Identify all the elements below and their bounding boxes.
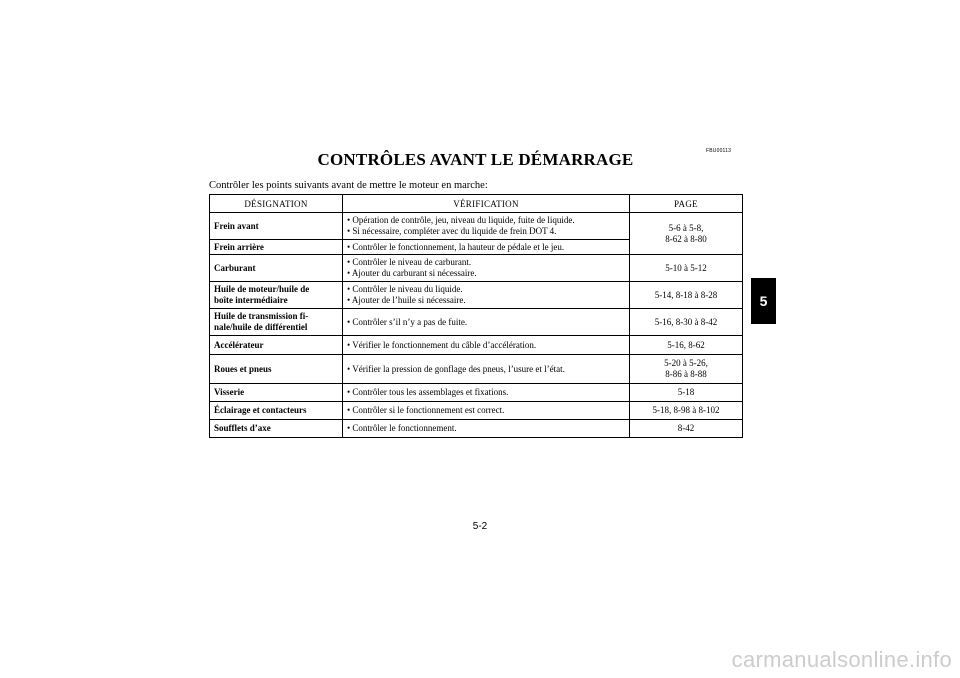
watermark-text: carmanualsonline.info bbox=[731, 647, 952, 672]
table-row bbox=[210, 213, 743, 240]
row-verification: • Contrôler le fonctionnement. bbox=[343, 420, 630, 438]
row-verification: • Opération de contrôle, jeu, niveau du liquide, fuite de liquide. • Si nécessaire, compléter avec du liquide de frein DOT 4. bbox=[343, 213, 630, 240]
table-row bbox=[210, 420, 743, 438]
inspection-table bbox=[209, 194, 743, 438]
header-verification: VÉRIFICATION bbox=[343, 195, 630, 213]
row-verification: • Contrôler s’il n’y a pas de fuite. bbox=[343, 309, 630, 336]
row-designation: Roues et pneus bbox=[210, 355, 343, 384]
row-page: 5-18, 8-98 à 8-102 bbox=[630, 402, 743, 420]
row-verification: • Contrôler le niveau du liquide. • Ajouter de l’huile si nécessaire. bbox=[343, 282, 630, 309]
row-designation: Huile de moteur/huile de boîte intermédiaire bbox=[210, 282, 343, 309]
table-row bbox=[210, 355, 743, 384]
table-row bbox=[210, 384, 743, 402]
document-code: FBU00113 bbox=[706, 148, 732, 154]
table-row bbox=[210, 309, 743, 336]
row-verification: • Contrôler si le fonctionnement est correct. bbox=[343, 402, 630, 420]
row-page: 5-16, 8-30 à 8-42 bbox=[630, 309, 743, 336]
row-designation: Frein avant bbox=[210, 213, 343, 240]
row-page: 5-14, 8-18 à 8-28 bbox=[630, 282, 743, 309]
header-designation: DÉSIGNATION bbox=[210, 195, 343, 213]
intro-text: Contrôler les points suivants avant de mettre le moteur en marche: bbox=[209, 180, 488, 191]
table-row bbox=[210, 402, 743, 420]
row-designation: Huile de transmission fi- nale/huile de différentiel bbox=[210, 309, 343, 336]
row-designation: Accélérateur bbox=[210, 336, 343, 355]
row-verification: • Contrôler le niveau de carburant. • Ajouter du carburant si nécessaire. bbox=[343, 255, 630, 282]
row-designation: Visserie bbox=[210, 384, 343, 402]
table-row bbox=[210, 255, 743, 282]
row-page: 5-16, 8-62 bbox=[630, 336, 743, 355]
row-verification: • Vérifier le fonctionnement du câble d’accélération. bbox=[343, 336, 630, 355]
row-verification: • Contrôler tous les assemblages et fixations. bbox=[343, 384, 630, 402]
page-number: 5-2 bbox=[472, 521, 488, 532]
row-page: 8-42 bbox=[630, 420, 743, 438]
row-designation: Frein arrière bbox=[210, 240, 343, 255]
row-page: 5-6 à 5-8, 8-62 à 8-80 bbox=[630, 213, 743, 255]
row-designation: Éclairage et contacteurs bbox=[210, 402, 343, 420]
row-verification: • Vérifier la pression de gonflage des pneus, l’usure et l’état. bbox=[343, 355, 630, 384]
row-page: 5-10 à 5-12 bbox=[630, 255, 743, 282]
chapter-tab: 5 bbox=[751, 278, 776, 324]
header-page: PAGE bbox=[630, 195, 743, 213]
row-designation: Carburant bbox=[210, 255, 343, 282]
table-row bbox=[210, 282, 743, 309]
table-row bbox=[210, 336, 743, 355]
row-designation: Soufflets d’axe bbox=[210, 420, 343, 438]
row-page: 5-18 bbox=[630, 384, 743, 402]
page-title: CONTRÔLES AVANT LE DÉMARRAGE bbox=[317, 150, 634, 169]
row-verification: • Contrôler le fonctionnement, la hauteur de pédale et le jeu. bbox=[343, 240, 630, 255]
row-page: 5-20 à 5-26, 8-86 à 8-88 bbox=[630, 355, 743, 384]
